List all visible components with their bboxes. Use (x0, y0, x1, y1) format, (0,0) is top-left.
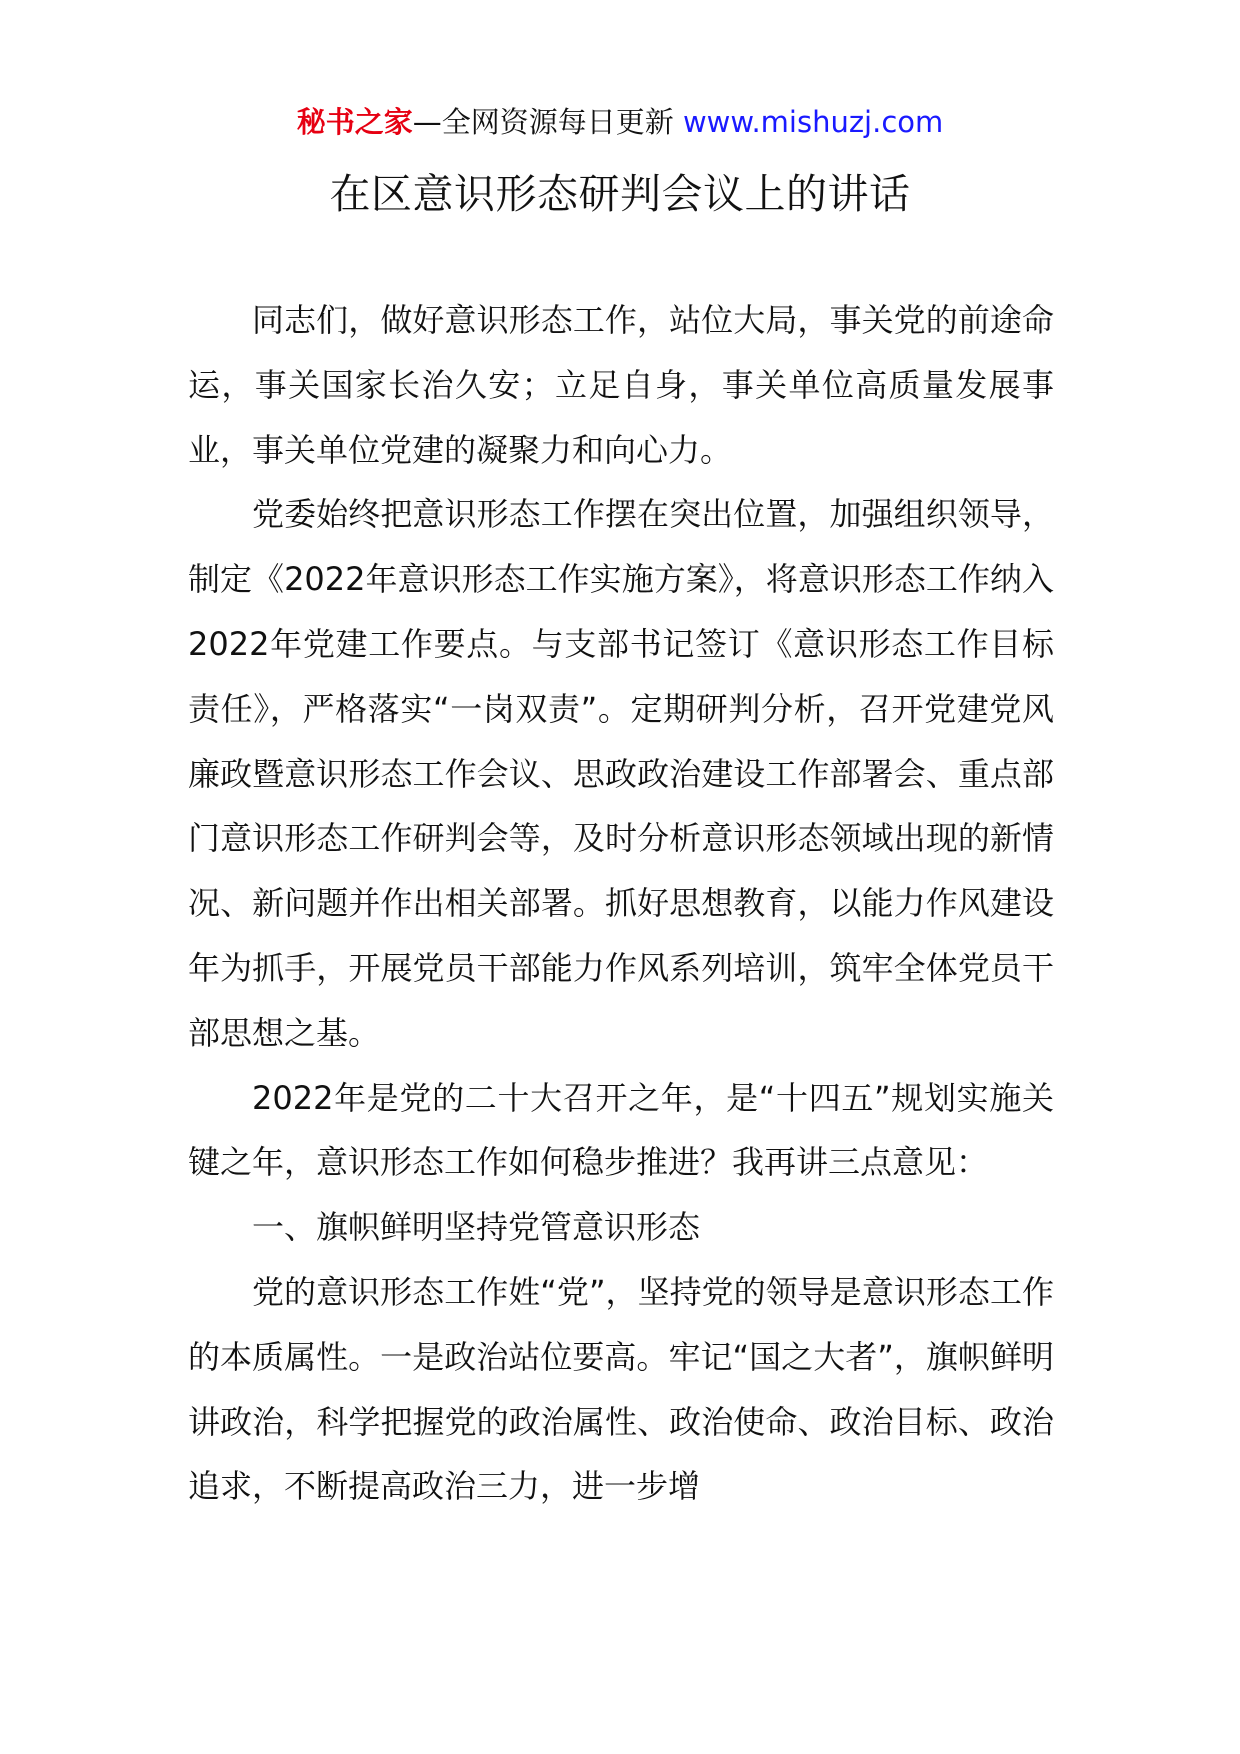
banner-tagline: —全网资源每日更新 (412, 105, 683, 139)
paragraph-2022-outlook: 2022年是党的二十大召开之年，是“十四五”规划实施关键之年，意识形态工作如何稳步推进？我再讲三点意见： (188, 1078, 1054, 1182)
brand-name: 秘书之家 (296, 105, 413, 139)
document-body (188, 288, 1054, 1519)
site-banner (0, 102, 1240, 142)
paragraph-party-committee: 党委始终把意识形态工作摆在突出位置，加强组织领导，制定《2022年意识形态工作实施方案》，将意识形态工作纳入2022年党建工作要点。与支部书记签订《意识形态工作目标责任》，严格落实“一岗双责”。定期研判分析，召开党建党风廉政暨意识形态工作会议、思政政治建设工作部署会、重点部门意识形态工作研判会等，及时分析意识形态领域出现的新情况、新问题并作出相关部署。抓好思想教育，以能力作风建设年为抓手，开展党员干部能力作风系列培训，筑牢全体党员干部思想之基。 (188, 495, 1054, 1052)
document-title: 在区意识形态研判会议上的讲话 (329, 170, 911, 218)
site-url-link[interactable]: www.mishuzj.com (682, 105, 944, 139)
paragraph-opening: 同志们，做好意识形态工作，站位大局，事关党的前途命运，事关国家长治久安；立足自身，事关单位高质量发展事业，事关单位党建的凝聚力和向心力。 (188, 301, 1054, 469)
paragraph-party-leadership: 党的意识形态工作姓“党”，坚持党的领导是意识形态工作的本质属性。一是政治站位要高。牢记“国之大者”，旗帜鲜明讲政治，科学把握党的政治属性、政治使命、政治目标、政治追求，不断提高政治三力，进一步增 (188, 1272, 1054, 1506)
section-heading-one: 一、旗帜鲜明坚持党管意识形态 (252, 1208, 701, 1247)
